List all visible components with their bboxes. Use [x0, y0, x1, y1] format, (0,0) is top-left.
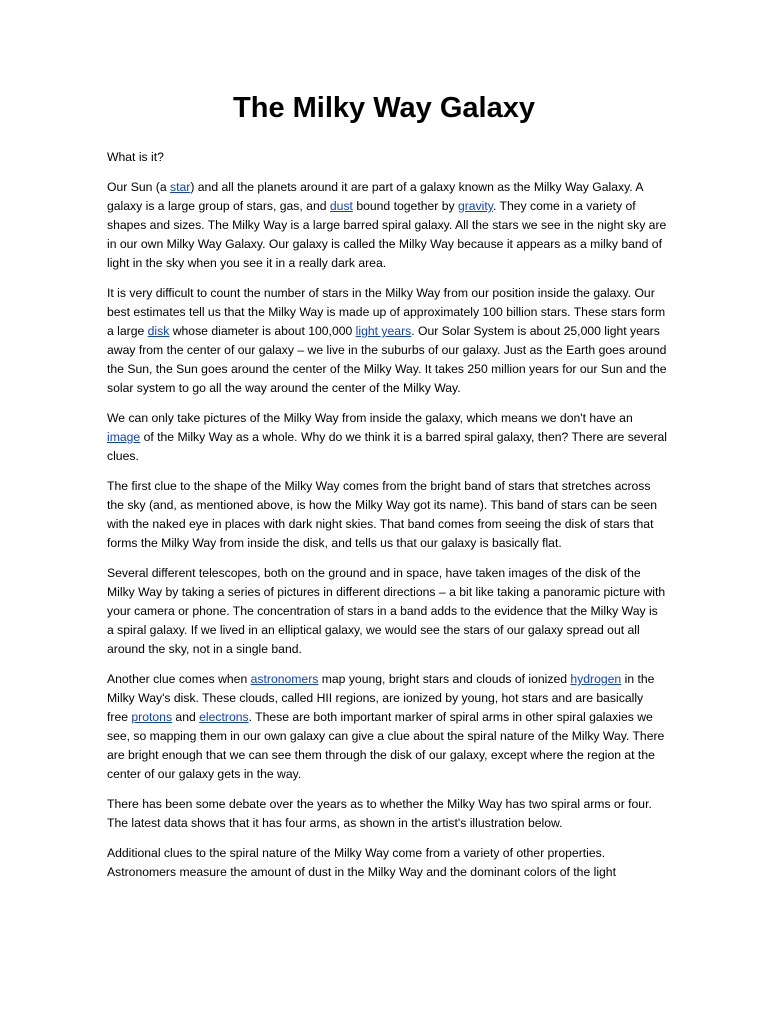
paragraph-5: Several different telescopes, both on the ground and in space, have taken images of the disk of the Milky Way by taking a series of pictures in different directions – a bit like taking a panoramic picture with your camera or phone. The concentration of stars in a band adds to the evidence that the Milky Way is a spiral galaxy. If we lived in an elliptical galaxy, we would see the stars of our galaxy spread out all around the sky, not in a single band. — [107, 566, 666, 656]
link-star[interactable]: star — [170, 180, 191, 194]
section-question: What is it? — [107, 150, 164, 164]
paragraph-1: Our Sun (a star) and all the planets around it are part of a galaxy known as the Milky Way Galaxy. A galaxy is a large group of stars, gas, and dust bound together by gravity. They come in a variety of shapes and sizes. The Milky Way is a large barred spiral galaxy. All the stars we see in the night sky are in our own Milky Way Galaxy. Our galaxy is called the Milky Way because it appears as a milky band of light in the sky when you see it in a really dark area. — [107, 180, 667, 270]
link-hydrogen[interactable]: hydrogen — [570, 672, 622, 686]
link-image[interactable]: image — [107, 430, 141, 444]
document-body — [107, 148, 667, 893]
paragraph-6: Another clue comes when astronomers map young, bright stars and clouds of ionized hydrogen in the Milky Way's disk. These clouds, called HII regions, are ionized by young, hot stars and are basically free protons and electrons. These are both important marker of spiral arms in other spiral galaxies we see, so mapping them in our own galaxy can give a clue about the spiral nature of the Milky Way. There are bright enough that we can see them through the disk of our galaxy, except where the region at the center of our galaxy gets in the way. — [107, 672, 665, 781]
link-astronomers[interactable]: astronomers — [250, 672, 319, 686]
link-protons[interactable]: protons — [131, 710, 173, 724]
link-disk[interactable]: disk — [147, 324, 170, 338]
paragraph-2: It is very difficult to count the number of stars in the Milky Way from our position inside the galaxy. Our best estimates tell us that the Milky Way is made up of approximately 100 billion stars. These stars form a large disk whose diameter is about 100,000 light years. Our Solar System is about 25,000 light years away from the center of our galaxy – we live in the suburbs of our galaxy. Just as the Earth goes around the Sun, the Sun goes around the center of the Milky Way. It takes 250 million years for our Sun and the solar system to go all the way around the center of the Milky Way. — [107, 286, 667, 395]
paragraph-4: The first clue to the shape of the Milky Way comes from the bright band of stars that stretches across the sky (and, as mentioned above, is how the Milky Way got its name). This band of stars can be seen with the naked eye in places with dark night skies. That band comes from seeing the disk of stars that forms the Milky Way from inside the disk, and tells us that our galaxy is basically flat. — [107, 479, 658, 550]
paragraph-3: We can only take pictures of the Milky Way from inside the galaxy, which means we don't have an image of the Milky Way as a whole. Why do we think it is a barred spiral galaxy, then? There are several clues. — [107, 411, 667, 463]
link-dust[interactable]: dust — [329, 199, 353, 213]
link-electrons[interactable]: electrons — [199, 710, 249, 724]
paragraph-8: Additional clues to the spiral nature of the Milky Way come from a variety of other properties. Astronomers measure the amount of dust in the Milky Way and the dominant colors of the light — [107, 846, 616, 879]
document-title: The Milky Way Galaxy — [233, 92, 535, 124]
link-gravity[interactable]: gravity — [457, 199, 493, 213]
link-light-years[interactable]: light years — [355, 324, 412, 338]
paragraph-7: There has been some debate over the years as to whether the Milky Way has two spiral arms or four. The latest data shows that it has four arms, as shown in the artist's illustration below. — [107, 797, 652, 830]
